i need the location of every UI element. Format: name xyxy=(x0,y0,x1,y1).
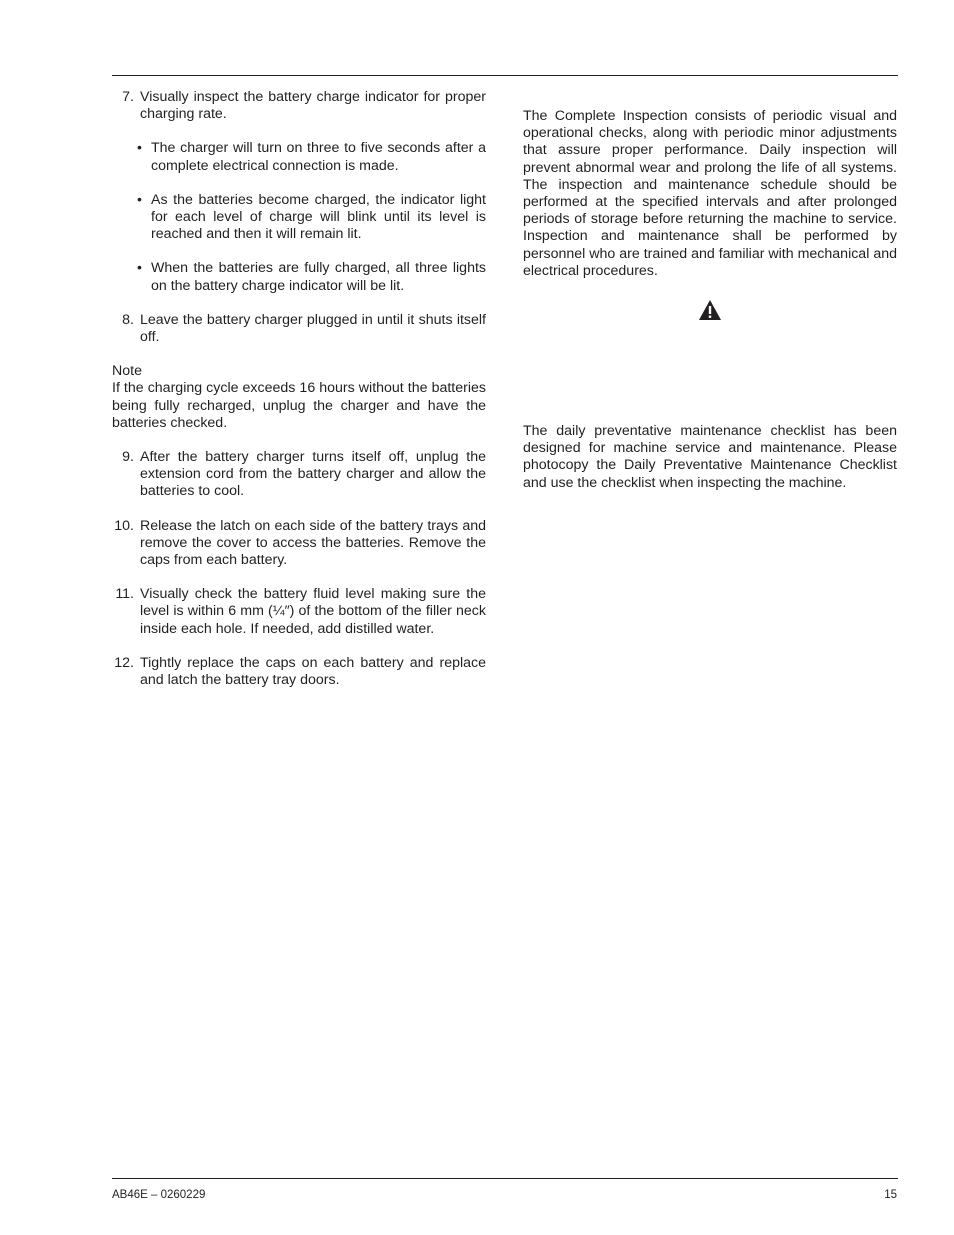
warning-block xyxy=(523,299,897,329)
page-number: 15 xyxy=(884,1189,897,1201)
bullet-text: The charger will turn on three to five seconds after a complete electrical connection is made. xyxy=(151,140,486,174)
bullet-item xyxy=(112,192,486,244)
step-10 xyxy=(112,518,486,570)
step-text: Leave the battery charger plugged in until it shuts itself off. xyxy=(140,311,486,346)
left-column xyxy=(112,89,486,689)
footer-doc-id: AB46E – 0260229 xyxy=(112,1189,206,1201)
step-11 xyxy=(112,586,486,638)
bullet-text: As the batteries become charged, the indicator light for each level of charge will blink until its level is reached and then it will remain lit. xyxy=(151,191,486,243)
complete-inspection-paragraph: The Complete Inspection consists of periodic visual and operational checks, along with periodic minor adjustments that assure proper performance. Daily inspection will prevent abnormal wear and prolong the life of all systems. The inspection and maintenance schedule should be performed at the specified intervals and after prolonged periods of storage before returning the machine to service. Inspection and maintenance shall be performed by personnel who are trained and familiar with mechanical and electrical procedures. xyxy=(523,108,897,279)
header-rule xyxy=(112,75,898,76)
warning-triangle-icon xyxy=(698,299,722,321)
bullet-icon: • xyxy=(137,260,142,277)
note-text: If the charging cycle exceeds 16 hours without the batteries being fully recharged, unplug the charger and have the batteries checked. xyxy=(112,380,486,431)
right-column xyxy=(523,108,897,492)
footer-rule xyxy=(112,1178,898,1179)
bullet-icon: • xyxy=(137,140,142,157)
step-text: Tightly replace the caps on each battery and replace and latch the battery tray doors. xyxy=(140,654,486,689)
step-number: 10. xyxy=(114,517,134,534)
bullet-icon: • xyxy=(137,191,142,208)
step-12 xyxy=(112,655,486,689)
step-text: Visually inspect the battery charge indicator for proper charging rate. xyxy=(140,89,486,123)
note-label: Note xyxy=(112,363,142,380)
bullet-item xyxy=(112,140,486,174)
bullet-item xyxy=(112,260,486,294)
step-number: 9. xyxy=(122,449,134,466)
daily-checklist-paragraph: The daily preventative maintenance checklist has been designed for machine service and maintenance. Please photocopy the Daily Preventative Maintenance Checklist and use the checklist when inspecting the machine. xyxy=(523,423,897,491)
step-number: 11. xyxy=(115,586,134,603)
step-number: 7. xyxy=(122,89,134,105)
step-8 xyxy=(112,312,486,346)
step-text: Visually check the battery fluid level making sure the level is within 6 mm (¼″) of the bottom of the filler neck inside each hole. If needed, add distilled water. xyxy=(140,586,486,637)
step-text: Release the latch on each side of the battery trays and remove the cover to access the batteries. Remove the caps from each battery. xyxy=(140,517,486,569)
step-number: 8. xyxy=(122,311,134,328)
step-text: After the battery charger turns itself off, unplug the extension cord from the battery charger and allow the batteries to cool. xyxy=(140,449,486,500)
bullet-text: When the batteries are fully charged, all three lights on the battery charge indicator will be lit. xyxy=(151,260,486,294)
step-number: 12. xyxy=(114,654,134,671)
step-7 xyxy=(112,89,486,123)
step-9 xyxy=(112,449,486,501)
